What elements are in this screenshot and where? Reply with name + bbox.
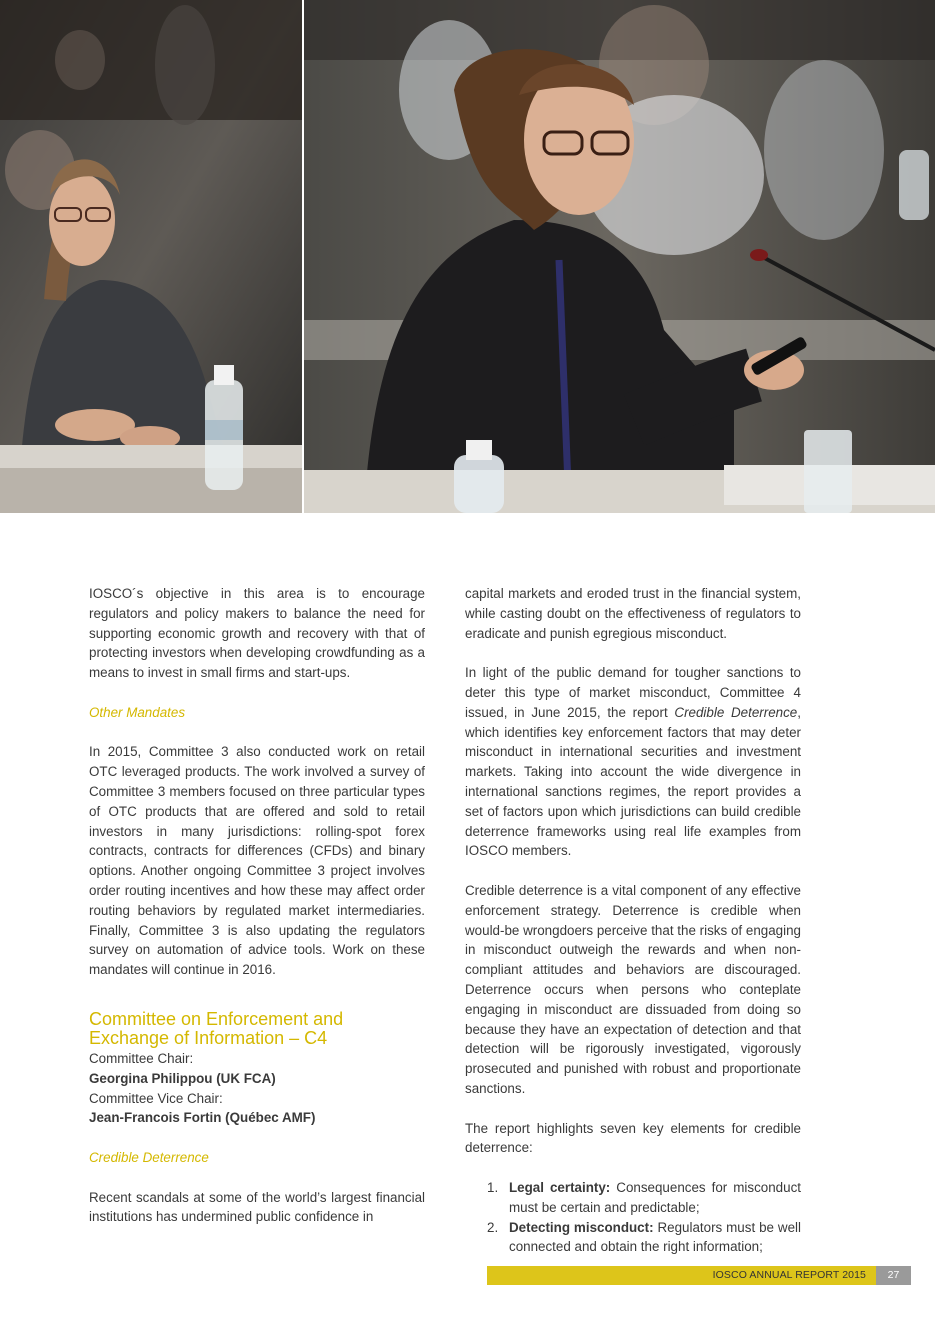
footer-title: IOSCO ANNUAL REPORT 2015	[712, 1269, 866, 1281]
list-item-text: Regulators must be well connected and obtain the right information;	[509, 1219, 801, 1255]
report-issued-paragraph	[465, 663, 801, 861]
continuation-paragraph: capital markets and eroded trust in the financial system, while casting doubt on the effectiveness of regulators to eradicate and punish egregious misconduct.	[465, 586, 801, 641]
footer-bar	[487, 1266, 876, 1285]
key-elements-list	[465, 1178, 801, 1257]
list-item	[465, 1178, 801, 1218]
seven-elements-paragraph: The report highlights seven key elements for credible deterrence:	[465, 1120, 801, 1156]
report-issued-text-b: , which identifies key enforcement factors that may deter misconduct in international securities and investment markets. Taking into account the wide divergence in international sanctions regimes, the report provides a set of factors upon which jurisdictions can build credible deterrence frameworks using real life examples from IOSCO members.	[465, 704, 801, 859]
left-column	[89, 584, 425, 1247]
list-item-term: Legal certainty:	[509, 1179, 611, 1195]
report-issued-text-a: In light of the public demand for tougher sanctions to deter this type of market misconduct, Committee 4 issued, in June 2015, the report	[465, 665, 801, 720]
recent-scandals-paragraph: Recent scandals at some of the world’s largest financial institutions has undermined public confidence in	[89, 1189, 425, 1225]
list-item	[465, 1218, 801, 1258]
photo-speaker-right	[304, 0, 935, 513]
other-mandates-heading: Other Mandates	[89, 704, 186, 720]
credible-deterrence-paragraph: Credible deterrence is a vital component of any effective enforcement strategy. Deterrence is credible when would-be wrongdoers perceive that the risks of engaging in misconduct outweigh the rewards and when non-compliant attitudes and behaviors are discouraged. Deterrence occurs when persons who conteplate engaging in misconduct are dissuaded from doing so because they have an expectation of detection and that detection will be rigorously investigated, vigorously prosecuted and punished with robust and proportionate sanctions.	[465, 882, 801, 1096]
list-item-term: Detecting misconduct:	[509, 1219, 654, 1235]
photo-speaker-left	[0, 0, 302, 513]
report-title: Credible Deterrence	[674, 704, 798, 720]
list-item-text: Consequences for misconduct must be certain and predictable;	[509, 1179, 801, 1215]
photo-banner	[0, 0, 935, 513]
right-column	[465, 584, 801, 1257]
credible-deterrence-heading: Credible Deterrence	[89, 1149, 209, 1165]
vice-chair-label: Committee Vice Chair:	[89, 1090, 223, 1106]
chair-name: Georgina Philippou (UK FCA)	[89, 1070, 276, 1086]
section-title-line1: Committee on Enforcement and	[89, 1008, 344, 1029]
page-number: 27	[876, 1266, 911, 1285]
section-title-line2: Exchange of Information – C4	[89, 1028, 328, 1049]
chair-label: Committee Chair:	[89, 1050, 194, 1066]
list-item-number: 2.	[487, 1219, 499, 1235]
other-mandates-paragraph: In 2015, Committee 3 also conducted work on retail OTC leveraged products. The work involved a survey of Committee 3 members focused on three particular types of OTC products that are offered and sold to retail investors in many jurisdictions: rolling-spot forex contracts, contracts for differences (CFDs) and binary options. Another ongoing Committee 3 project involves order routing incentives and how these may affect order routing behaviors by regulated market intermediaries. Finally, Committee 3 is also updating the regulators survey on automation of advice tools. Work on these mandates will continue in 2016.	[89, 744, 425, 978]
vice-chair-name: Jean-Francois Fortin (Québec AMF)	[89, 1110, 316, 1126]
crowdfunding-objective-paragraph: IOSCO´s objective in this area is to encourage regulators and policy makers to balance the need for supporting economic growth and recovery with that of protecting investors when developing crowdfunding as a means to invest in small firms and start-ups.	[89, 586, 425, 681]
committee-leadership	[89, 1049, 425, 1128]
list-item-number: 1.	[487, 1179, 499, 1195]
section-title-c4	[89, 1010, 425, 1049]
